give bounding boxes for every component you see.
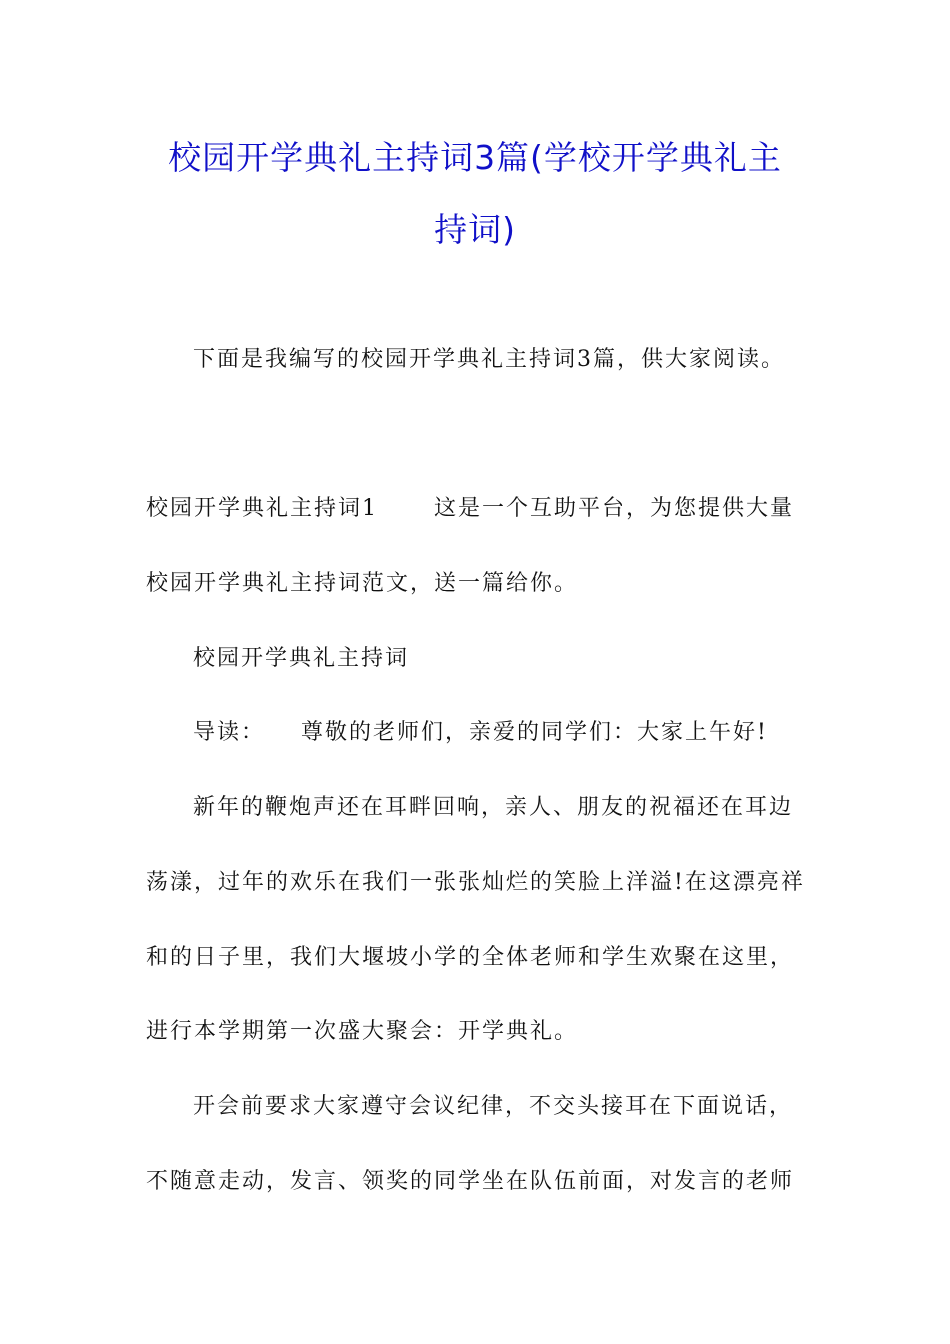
section-1-lead: 这是一个互助平台，为您提供大量 (434, 496, 795, 521)
guide-label: 导读： (193, 720, 266, 745)
section-1-heading: 校园开学典礼主持词1 (146, 496, 378, 521)
guide-line (193, 718, 808, 748)
paragraph-1-line-3: 和的日子里，我们大堰坡小学的全体老师和学生欢聚在这里， (146, 945, 795, 970)
subheading: 校园开学典礼主持词 (193, 646, 410, 671)
document-title-line-1: 校园开学典礼主持词3篇(学校开学典礼主 (168, 138, 782, 177)
document-title-line-2: 持词) (434, 210, 516, 249)
intro-paragraph: 下面是我编写的校园开学典礼主持词3篇，供大家阅读。 (193, 347, 785, 372)
guide-text: 尊敬的老师们，亲爱的同学们：大家上午好! (301, 720, 768, 745)
section-1-first-line (146, 494, 808, 524)
paragraph-2-line-1: 开会前要求大家遵守会议纪律，不交头接耳在下面说话， (193, 1094, 794, 1119)
paragraph-1-line-4: 进行本学期第一次盛大聚会：开学典礼。 (146, 1019, 579, 1044)
section-1-lead-continued: 校园开学典礼主持词范文，送一篇给你。 (146, 571, 579, 596)
paragraph-2-line-2: 不随意走动，发言、领奖的同学坐在队伍前面，对发言的老师 (146, 1169, 795, 1194)
paragraph-1-line-2: 荡漾，过年的欢乐在我们一张张灿烂的笑脸上洋溢!在这漂亮祥 (146, 870, 805, 895)
paragraph-1-line-1: 新年的鞭炮声还在耳畔回响，亲人、朋友的祝福还在耳边 (193, 795, 794, 820)
